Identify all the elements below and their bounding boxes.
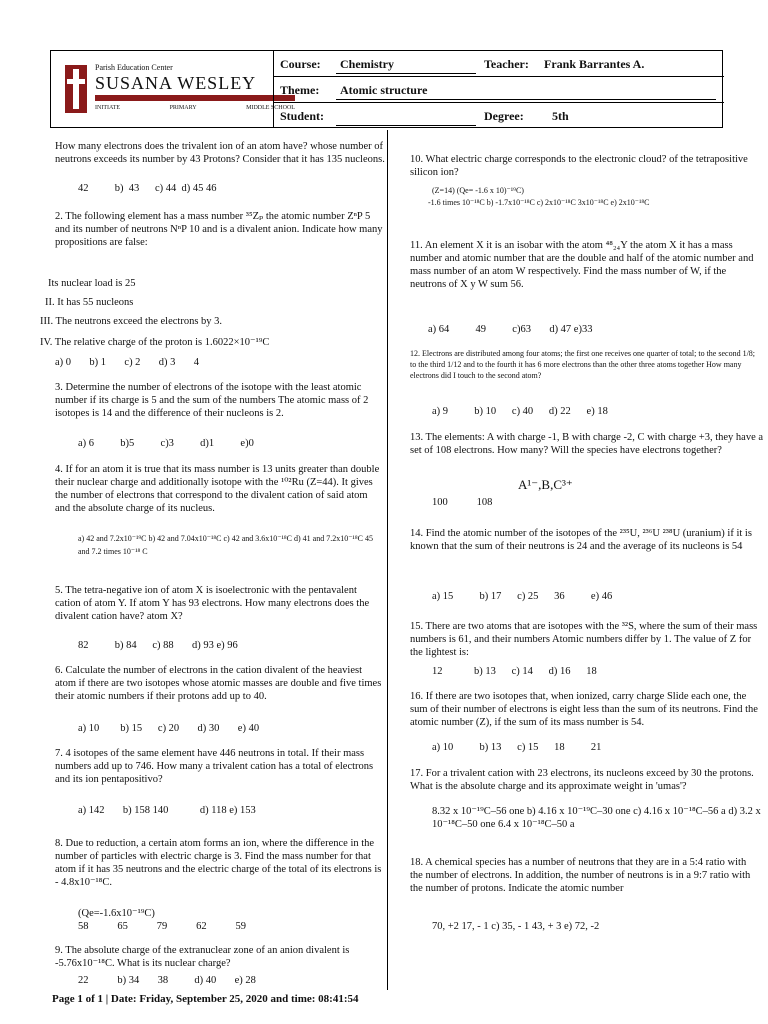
question-13: 13. The elements: A with charge -1, B with charge -2, C with charge +3, they have a set of 108 electrons. How many? Will the species have electrons together? <box>410 432 764 456</box>
charge-constant: (Qe=-1.6x10⁻¹⁹C) <box>78 908 155 919</box>
school-levels: INITIATE PRIMARY MIDDLE SCHOOL <box>95 105 295 111</box>
theme-value: Atomic structure <box>340 83 428 97</box>
question-16: 16. If there are two isotopes that, when ionized, carry charge Slide each one, the sum of their number of electrons is eight less than the sum of its neutrons. Find the atomic number (Z), if the sum of its mass number is 54. <box>410 691 758 728</box>
question-8-options: 58 65 79 62 59 <box>78 921 246 932</box>
proposition-4: IV. The relative charge of the proton is 1.6022×10⁻¹⁹C <box>40 337 270 348</box>
question-2: 2. The following element has a mass number ³⁵Zₚ the atomic number ZⁿP 5 and its number of neutrons NⁿP 10 and is a divalent anion. Indicate how many propositions are false: <box>55 211 383 248</box>
species-formula: A¹⁻,B,C³⁺ <box>518 477 573 492</box>
school-center: Parish Education Center <box>95 63 173 72</box>
question-9: 9. The absolute charge of the extranuclear zone of an anion divalent is -5.76x10⁻¹⁸C. What is its nuclear charge? <box>55 945 350 969</box>
question-3-options: a) 6 b)5 c)3 d)1 e)0 <box>78 438 254 449</box>
proposition-2: II. It has 55 nucleons <box>45 297 134 308</box>
question-7: 7. 4 isotopes of the same element have 446 neutrons in total. If their mass numbers add up to 746. How many a trivalent cation has a total of electrons and its ion pentapositivo? <box>55 748 374 785</box>
question-6: 6. Calculate the number of electrons in the cation divalent of the heaviest atom if there are two isotopes whose atomic masses are double and five times their atomic numbers if their protons add up to 40. <box>55 665 382 702</box>
question-9-options: 22 b) 34 38 d) 40 e) 28 <box>78 975 256 986</box>
question-5: 5. The tetra-negative ion of atom X is isoelectronic with the pentavalent cation of atom Y. If atom Y has 93 electrons. How many electrons does the divalent cation have? atom X? <box>55 585 370 622</box>
header-fields <box>273 51 724 127</box>
question-8: 8. Due to reduction, a certain atom forms an ion, where the difference in the number of particles with electric charge is 3. Find the mass number for that atom if it has 35 neutrons and the electric charge of the total of its electrons is - 4.8x10⁻¹⁸C. <box>55 838 382 888</box>
question-10-note: (Z=14) (Qe= -1.6 x 10)⁻¹⁹C) <box>432 186 524 195</box>
question-16-options: a) 10 b) 13 c) 15 18 21 <box>432 742 602 753</box>
question-5-options: 82 b) 84 c) 88 d) 93 e) 96 <box>78 640 238 651</box>
proposition-3: III. The neutrons exceed the electrons by 3. <box>40 316 223 327</box>
question-6-options: a) 10 b) 15 c) 20 d) 30 e) 40 <box>78 723 260 734</box>
question-4-options: a) 42 and 7.2x10⁻¹⁹C b) 42 and 7.04x10⁻¹⁸C c) 42 and 3.6x10⁻¹⁸C d) 41 and 7.2x10⁻¹⁸C 45 and 7.2 times 10⁻¹⁸ C <box>78 534 373 556</box>
question-15: 15. There are two atoms that are isotopes with the ³²S, where the sum of their mass numbers is 61, and their numbers Atomic numbers differ by 1. The value of Z for the lightest is: <box>410 621 758 658</box>
proposition-1: Its nuclear load is 25 <box>48 278 136 289</box>
question-17: 17. For a trivalent cation with 23 electrons, its nucleons exceed by 30 the protons. What is the absolute charge and its approximate weight in 'umas'? <box>410 768 754 792</box>
question-18: 18. A chemical species has a number of neutrons that they are in a 5:4 ratio with the number of electrons. In addition, the number of neutrons is in a 9:7 ratio with the number of protons. Indicate the atomic number <box>410 857 751 894</box>
question-15-options: 12 b) 13 c) 14 d) 16 18 <box>432 666 597 677</box>
school-name: SUSANA WESLEY <box>95 73 257 93</box>
column-divider <box>387 130 388 990</box>
question-4: 4. If for an atom it is true that its mass number is 13 units greater than double their nuclear charge and additionally isotope with the ¹⁰²Ru (Z=44). It gives the number of electrons that correspond to the divalent cation of said atom and the absolute charge of its nucleus. <box>55 464 380 514</box>
question-10: 10. What electric charge corresponds to the electronic cloud? of the tetrapositive silicon ion? <box>410 154 748 178</box>
question-12-options: a) 9 b) 10 c) 40 d) 22 e) 18 <box>432 406 608 417</box>
question-3: 3. Determine the number of electrons of the isotope with the least atomic number if its charge is 5 and the sum of the numbers The atomic mass of 2 isotopes is 14 and the difference of their nucleons is 2. <box>55 382 369 419</box>
student-row: Student: Degree: 5th <box>274 103 724 128</box>
question-7-options: a) 142 b) 158 140 d) 118 e) 153 <box>78 805 256 816</box>
question-1-options: 42 b) 43 c) 44 d) 45 46 <box>78 183 217 194</box>
question-11: 11. An element X it is an isobar with the atom ⁴⁸₂₄Y the atom X it has a mass number and atomic number that are the double and half of the atomic number and mass number of an atom W respectively. Find the mass number of W, if the neutrons of X y W sum 56. <box>410 240 754 290</box>
question-13-options: 100 108 <box>432 497 493 508</box>
question-14-options: a) 15 b) 17 c) 25 36 e) 46 <box>432 591 613 602</box>
school-logo <box>59 59 299 121</box>
question-10-options: -1.6 times 10⁻¹⁸C b) -1.7x10⁻¹⁸C c) 2x10⁻¹⁸C 3x10⁻¹⁸C e) 2x10⁻¹⁸C <box>428 198 650 207</box>
question-18-options: 70, +2 17, - 1 c) 35, - 1 43, + 3 e) 72, -2 <box>432 921 600 932</box>
question-2-options: a) 0 b) 1 c) 2 d) 3 4 <box>55 357 200 368</box>
cross-flame-icon <box>65 65 87 113</box>
theme-row: Theme: Atomic structure <box>274 77 724 102</box>
teacher-value: Frank Barrantes A. <box>544 57 645 71</box>
question-12: 12. Electrons are distributed among four atoms; the first one receives one quarter of total; to the second 1/8; to the third 1/12 and to the fourth it has 6 more electrons than the other three atoms together How many electrons did I touch to the second atom? <box>410 349 756 380</box>
question-11-options: a) 64 49 c)63 d) 47 e)33 <box>428 324 593 335</box>
course-row: Course: Chemistry Teacher: Frank Barrantes A. <box>274 51 724 76</box>
question-14: 14. Find the atomic number of the isotopes of the ²³⁵U, ²³⁶U ²³⁸U (uranium) if it is known that the sum of their neutrons is 24 and the average of its nucleons is 54 <box>410 528 752 552</box>
question-17-options: 8.32 x 10⁻¹⁹C–56 one b) 4.16 x 10⁻¹⁹C–30 one c) 4.16 x 10⁻¹⁸C–56 a d) 3.2 x 10⁻¹⁸C–50 one 6.4 x 10⁻¹⁸C–50 a <box>432 806 761 830</box>
page-footer: Page 1 of 1 | Date: Friday, September 25, 2020 and time: 08:41:54 <box>52 993 359 1005</box>
logo-band <box>95 95 295 101</box>
worksheet-header <box>50 50 723 128</box>
question-1: How many electrons does the trivalent ion of an atom have? whose number of neutrons exceeds its number by 43 Protons? Consider that it has 135 nucleons. <box>55 141 385 165</box>
course-value: Chemistry <box>340 57 394 71</box>
degree-value: 5th <box>552 109 569 123</box>
